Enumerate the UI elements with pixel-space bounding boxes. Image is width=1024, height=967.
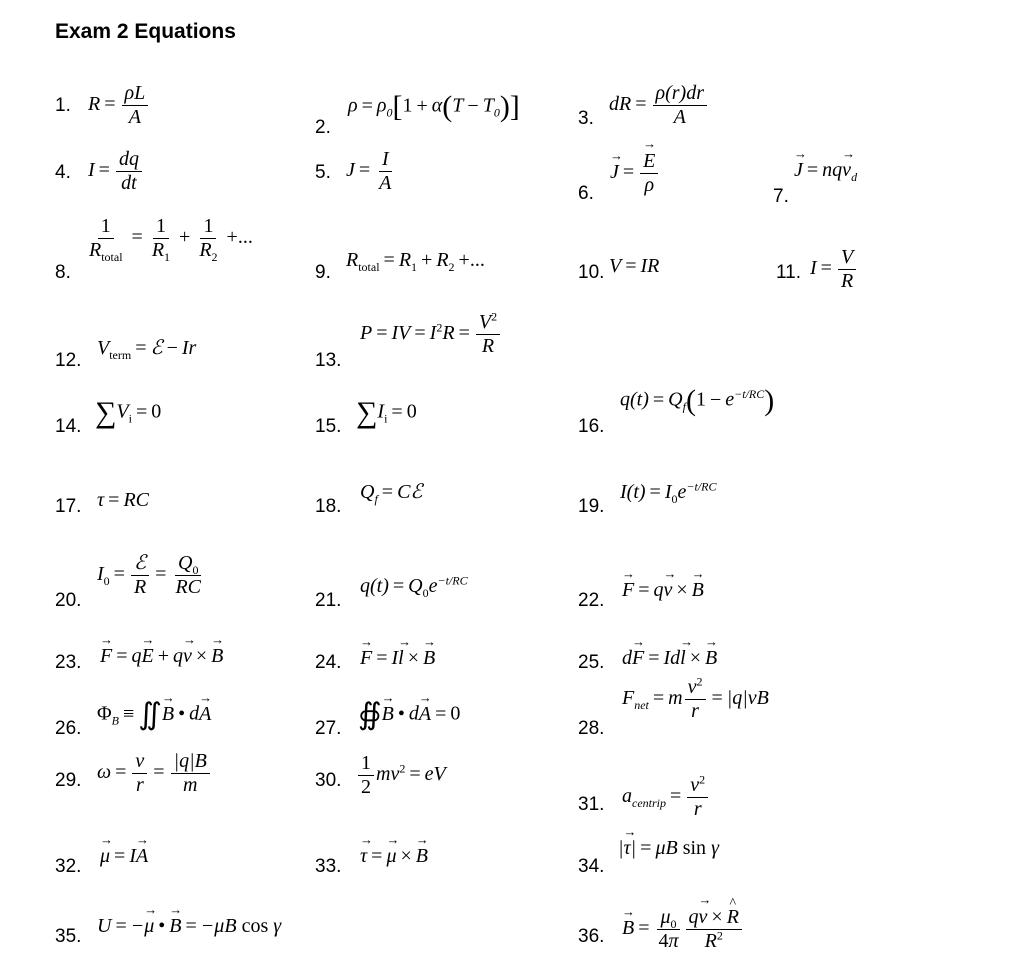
equation-number: 4. — [55, 162, 71, 183]
equation-number: 1. — [55, 95, 71, 116]
equation-expression: → $J = nq\to v_d$ — [794, 160, 857, 180]
equation-expression: d→ F = Id→ l ×→ B — [622, 648, 717, 668]
equation-number: 29. — [55, 770, 82, 791]
equation-number: 23. — [55, 652, 82, 673]
equation-number: 21. — [315, 590, 342, 611]
equation-expression: → F = I→ l ×→ B — [360, 648, 435, 668]
equation-expression: $\sum I_i = 0$ — [356, 396, 417, 429]
equation-expression: → F = q→ E + q→ v ×→ B — [100, 646, 223, 666]
equation-expression: → F = q→ v ×→ B — [622, 580, 704, 600]
equation-expression: $\rho = \rho_0[1 + \alpha(T - T_0)]$ — [348, 90, 520, 123]
equation-expression: $\Phi_B$ ≡ ∬→ B • d→ A — [97, 700, 211, 730]
equation-number: 11. — [776, 262, 802, 283]
equation-expression: $I(t) = I_0e^{-t/RC}$ — [620, 479, 717, 506]
equation-expression: → τ =→ μ ×→ B — [360, 846, 428, 866]
equation-expression: $q(t) = Q_f(1 - e^{-t/RC})$ — [620, 384, 775, 417]
equation-expression: dR = $\frac{\rho(r)dr}{A}$ — [609, 82, 709, 129]
page-title: Exam 2 Equations — [55, 20, 236, 43]
equation-number: 17. — [55, 496, 82, 517]
equation-expression: $\sum V_i = 0$ — [95, 396, 162, 429]
equation-expression: $q(t) = Q_0e^{-t/RC}$ — [360, 573, 468, 600]
equation-expression: R = $\frac{\rho L}{A}$ — [88, 82, 150, 129]
equation-expression: $\frac{1}{2}$ $mv^2$ = eV — [356, 752, 446, 799]
equation-expression: $F_{net} = m$ $\frac{v^2}{r}$ = |q|vB — [622, 674, 769, 722]
equation-number: 24. — [315, 652, 342, 673]
equation-expression: U = −→ μ •→ B = −μB cos γ — [97, 916, 281, 936]
equation-number: 9. — [315, 262, 331, 283]
equation-number: 13. — [315, 350, 342, 371]
equation-expression: → B = $\frac{\mu_0}{4\pi}$ $\frac{q\to v \times\^{} R}{R^2}$ — [622, 906, 744, 953]
equation-number: 2. — [315, 117, 331, 138]
equation-expression: I = $\frac{V}{R}$ — [810, 246, 858, 293]
equation-number: 3. — [578, 108, 594, 129]
equation-number: 10. — [578, 262, 605, 283]
equation-number: 5. — [315, 162, 331, 183]
equation-number: 15. — [315, 416, 342, 437]
equation-expression: P = IV = $I^2R$ = $\frac{V^2}{R}$ — [360, 311, 502, 358]
equation-number: 25. — [578, 652, 605, 673]
equation-number: 6. — [578, 183, 594, 204]
equation-expression: |→ τ| = μB sin γ — [618, 838, 719, 858]
equation-number: 32. — [55, 856, 82, 877]
equation-number: 22. — [578, 590, 605, 611]
equation-number: 18. — [315, 496, 342, 517]
equation-expression: $I_0$ = $\frac{\text{ℰ}}{R}$ = $\frac{Q_0}{RC}$ — [97, 552, 202, 598]
equation-expression: ω = $\frac{v}{r}$ = $\frac{|q|B}{m}$ — [97, 750, 212, 797]
equation-number: 19. — [578, 496, 605, 517]
equation-expression: V = IR — [609, 255, 660, 277]
equation-number: 36. — [578, 926, 605, 947]
equation-expression: J = $\frac{I}{A}$ — [346, 148, 392, 194]
equation-expression: $V_{term}$ = ℰ − Ir — [97, 337, 197, 362]
equation-number: 33. — [315, 856, 342, 877]
equation-number: 27. — [315, 718, 342, 739]
equation-expression: $\frac{1}{R_{total}}$ = $\frac{1}{R_1}$ + $\frac{1}{R_2}$ +... — [89, 215, 253, 264]
equation-number: 35. — [55, 926, 82, 947]
equation-number: 14. — [55, 416, 82, 437]
equation-expression: → J = → $\frac{E}{\rho}$ — [610, 150, 660, 197]
equation-number: 16. — [578, 416, 605, 437]
equation-number: 7. — [773, 186, 789, 207]
equation-expression: $a_{centrip}$ = $\frac{v^2}{r}$ — [622, 774, 710, 821]
equation-expression: $Q_f$ = Cℰ — [360, 481, 423, 506]
equation-expression: τ = RC — [97, 489, 150, 511]
equation-expression: $R_{total} = R_1 + R_2$ +... — [346, 249, 485, 274]
equation-number: 34. — [578, 856, 605, 877]
equation-expression: I = $\frac{dq}{dt}$ — [88, 148, 144, 195]
equation-expression: → μ = I→ A — [100, 846, 148, 866]
equation-number: 26. — [55, 718, 82, 739]
equation-number: 31. — [578, 794, 605, 815]
equation-number: 30. — [315, 770, 342, 791]
equation-number: 12. — [55, 350, 82, 371]
equation-expression: ∯→ B • d→ A = 0 — [358, 700, 460, 730]
equation-number: 8. — [55, 262, 71, 283]
equation-number: 28. — [578, 718, 605, 739]
equation-number: 20. — [55, 590, 82, 611]
